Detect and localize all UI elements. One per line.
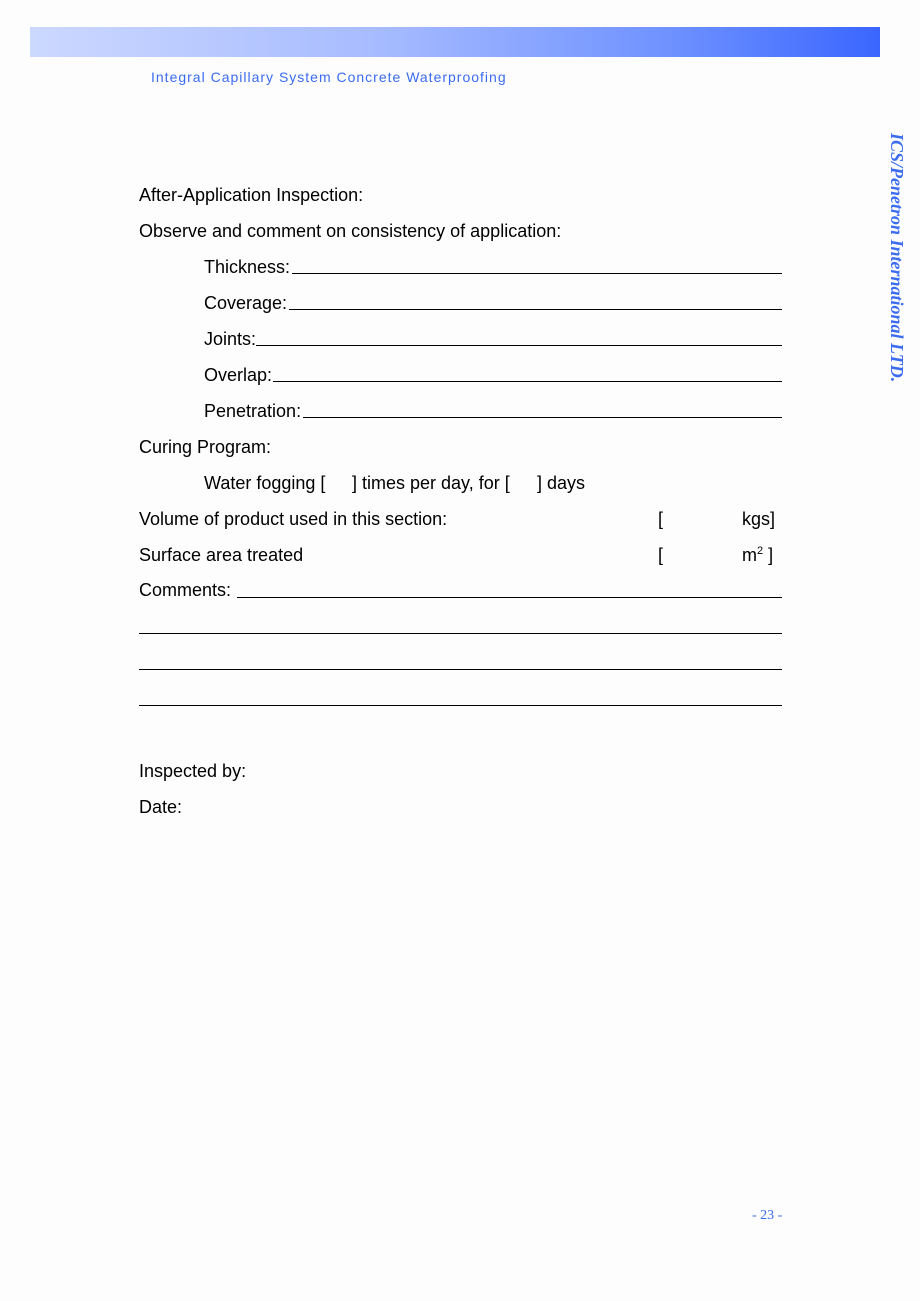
header-banner [30,27,880,57]
volume-label: Volume of product used in this section: [139,509,448,529]
section-title: After-Application Inspection: [139,185,364,205]
fogging-suffix: ] days [537,473,586,493]
joints-label: Joints: [204,329,257,349]
joints-field[interactable] [256,345,782,346]
overlap-field[interactable] [273,381,782,382]
surface-unit-close: ] [763,545,774,565]
comments-field-line-1[interactable] [237,597,782,598]
observe-label: Observe and comment on consistency of application: [139,221,562,241]
penetration-field[interactable] [303,417,782,418]
comments-field-line-3[interactable] [139,669,782,670]
side-company-label: ICS/Penetron International LTD. [887,133,907,383]
surface-unit-base: m [742,545,757,565]
comments-field-line-4[interactable] [139,705,782,706]
coverage-field[interactable] [289,309,782,310]
curing-label: Curing Program: [139,437,272,457]
volume-open-bracket: [ [658,509,664,529]
thickness-label: Thickness: [204,257,291,277]
surface-open-bracket: [ [658,545,664,565]
volume-unit: kgs] [742,509,776,529]
overlap-label: Overlap: [204,365,273,385]
header-title: Integral Capillary System Concrete Waterproofing [151,69,507,85]
surface-unit-exponent: 2 [757,545,764,557]
comments-label: Comments: [139,580,232,600]
surface-label: Surface area treated [139,545,304,565]
page-number: - 23 - [752,1208,783,1223]
coverage-label: Coverage: [204,293,288,313]
fogging-prefix: Water fogging [ [204,473,326,493]
fogging-middle: ] times per day, for [ [352,473,510,493]
penetration-label: Penetration: [204,401,302,421]
comments-field-line-2[interactable] [139,633,782,634]
thickness-field[interactable] [292,273,782,274]
inspected-by-label: Inspected by: [139,761,247,781]
date-label: Date: [139,797,183,817]
surface-unit [742,544,773,569]
